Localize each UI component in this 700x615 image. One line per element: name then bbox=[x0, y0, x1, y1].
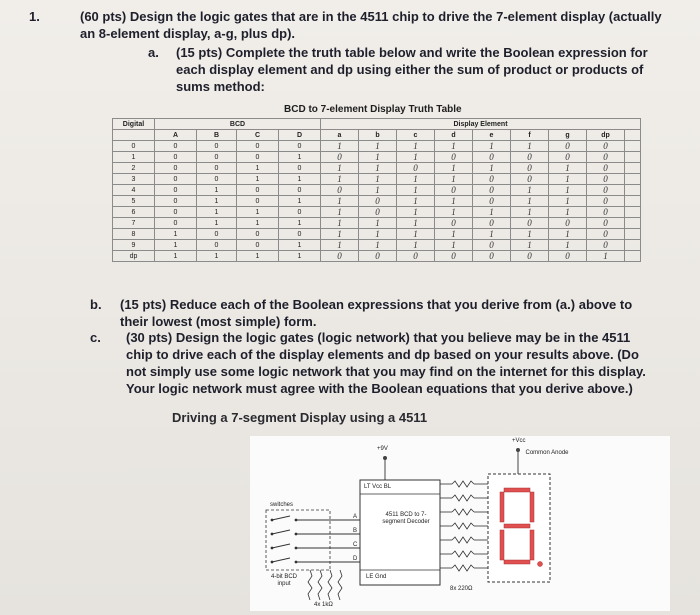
table-row bbox=[113, 229, 641, 240]
display-element-cell[interactable]: 1 bbox=[397, 229, 435, 240]
display-element-cell[interactable]: 0 bbox=[587, 152, 625, 163]
digit-cell: 4 bbox=[113, 185, 155, 196]
part-c-label: c. bbox=[90, 330, 101, 345]
display-element-cell[interactable]: 0 bbox=[473, 218, 511, 229]
display-element-cell[interactable]: 1 bbox=[397, 152, 435, 163]
display-element-cell[interactable]: 1 bbox=[511, 240, 549, 251]
bcd-cell: 1 bbox=[197, 185, 237, 196]
column-header: C bbox=[237, 130, 279, 141]
display-element-cell[interactable]: 1 bbox=[511, 229, 549, 240]
display-element-cell[interactable]: 0 bbox=[397, 251, 435, 262]
display-element-cell[interactable]: 0 bbox=[359, 196, 397, 207]
display-element-cell[interactable]: 0 bbox=[435, 218, 473, 229]
column-header: d bbox=[435, 130, 473, 141]
table-row bbox=[113, 207, 641, 218]
bcd-cell: 0 bbox=[155, 163, 197, 174]
display-element-cell bbox=[625, 207, 641, 218]
display-element-cell[interactable]: 1 bbox=[435, 240, 473, 251]
digit-cell: 7 bbox=[113, 218, 155, 229]
bcd-cell: 1 bbox=[279, 174, 321, 185]
column-header: D bbox=[279, 130, 321, 141]
table-row bbox=[113, 141, 641, 152]
display-element-group-header: Display Element bbox=[321, 119, 641, 130]
display-element-cell bbox=[625, 141, 641, 152]
display-element-cell[interactable]: 1 bbox=[435, 174, 473, 185]
bcd-cell: 0 bbox=[237, 141, 279, 152]
table-row bbox=[113, 251, 641, 262]
display-element-cell[interactable]: 1 bbox=[397, 141, 435, 152]
display-element-cell[interactable]: 0 bbox=[511, 251, 549, 262]
display-element-cell[interactable]: 1 bbox=[549, 229, 587, 240]
bcd-cell: 0 bbox=[197, 163, 237, 174]
switches-label: switches bbox=[270, 502, 294, 508]
bcd-cell: 1 bbox=[155, 240, 197, 251]
bcd-cell: 0 bbox=[237, 152, 279, 163]
pin-a-label: A bbox=[353, 514, 358, 520]
display-element-cell[interactable]: 1 bbox=[359, 218, 397, 229]
display-element-cell[interactable]: 1 bbox=[359, 163, 397, 174]
segment-resistor-label: 8x 220Ω bbox=[450, 586, 473, 592]
display-element-cell[interactable]: 1 bbox=[473, 163, 511, 174]
bcd-cell: 0 bbox=[279, 185, 321, 196]
display-element-cell[interactable]: 1 bbox=[321, 207, 359, 218]
display-element-cell[interactable]: 1 bbox=[435, 163, 473, 174]
table-row bbox=[113, 174, 641, 185]
display-element-cell[interactable]: 0 bbox=[359, 207, 397, 218]
bcd-cell: 1 bbox=[237, 251, 279, 262]
display-element-cell[interactable]: 1 bbox=[473, 229, 511, 240]
column-header: a bbox=[321, 130, 359, 141]
display-element-cell bbox=[625, 152, 641, 163]
display-element-cell bbox=[625, 185, 641, 196]
column-header-row bbox=[113, 130, 641, 141]
part-a-text: (15 pts) Complete the truth table below and write the Boolean expression for each display element and dp using either the sum of product or products of sums method: bbox=[176, 45, 648, 94]
display-element-cell[interactable]: 1 bbox=[473, 141, 511, 152]
table-row bbox=[113, 185, 641, 196]
column-header: e bbox=[473, 130, 511, 141]
display-element-cell[interactable]: 0 bbox=[473, 185, 511, 196]
bcd-cell: 0 bbox=[155, 185, 197, 196]
column-header: c bbox=[397, 130, 435, 141]
question-heading: (60 pts) Design the logic gates that are in the 4511 chip to drive the 7-element display (actually an 8-element display, a-g, plus dp). bbox=[80, 9, 662, 41]
pulldown-resistor-label: 4x 1kΩ bbox=[314, 602, 333, 608]
display-element-cell[interactable]: 0 bbox=[511, 174, 549, 185]
bcd-cell: 0 bbox=[155, 141, 197, 152]
display-element-cell[interactable]: 1 bbox=[511, 207, 549, 218]
bcd-cell: 0 bbox=[155, 152, 197, 163]
display-element-cell[interactable]: 0 bbox=[511, 218, 549, 229]
truth-table-title: BCD to 7-element Display Truth Table bbox=[284, 104, 462, 115]
bcd-cell: 1 bbox=[237, 163, 279, 174]
pin-b-label: B bbox=[353, 528, 358, 534]
truth-table-body bbox=[113, 141, 641, 262]
bcd-cell: 1 bbox=[197, 251, 237, 262]
display-element-cell bbox=[625, 196, 641, 207]
column-header: A bbox=[155, 130, 197, 141]
bcd-cell: 0 bbox=[237, 185, 279, 196]
part-b-label: b. bbox=[90, 297, 102, 312]
bcd-cell: 0 bbox=[155, 174, 197, 185]
display-element-cell[interactable]: 0 bbox=[435, 185, 473, 196]
bcd-cell: 1 bbox=[279, 152, 321, 163]
bcd-cell: 0 bbox=[279, 207, 321, 218]
display-element-cell[interactable]: 1 bbox=[359, 229, 397, 240]
display-element-cell[interactable]: 1 bbox=[511, 185, 549, 196]
display-element-cell[interactable]: 1 bbox=[359, 152, 397, 163]
bcd-cell: 0 bbox=[279, 163, 321, 174]
digit-cell: 3 bbox=[113, 174, 155, 185]
display-element-cell[interactable]: 0 bbox=[473, 152, 511, 163]
pin-d-label: D bbox=[353, 556, 358, 562]
bcd-input-label: 4-bit BCD input bbox=[270, 574, 297, 587]
bcd-group-header: BCD bbox=[155, 119, 321, 130]
ic-label: 4511 BCD to 7-segment Decoder bbox=[382, 512, 430, 525]
display-element-cell[interactable]: 0 bbox=[397, 163, 435, 174]
display-element-cell[interactable]: 1 bbox=[435, 229, 473, 240]
display-element-cell[interactable]: 0 bbox=[549, 251, 587, 262]
bcd-cell: 1 bbox=[237, 218, 279, 229]
display-element-cell bbox=[625, 174, 641, 185]
display-element-cell[interactable]: 1 bbox=[435, 207, 473, 218]
table-row bbox=[113, 163, 641, 174]
bcd-cell: 0 bbox=[197, 174, 237, 185]
display-element-cell[interactable]: 0 bbox=[549, 218, 587, 229]
bcd-cell: 0 bbox=[155, 207, 197, 218]
display-element-cell bbox=[625, 218, 641, 229]
table-row bbox=[113, 240, 641, 251]
bcd-cell: 0 bbox=[279, 229, 321, 240]
display-element-cell[interactable]: 1 bbox=[359, 174, 397, 185]
display-element-cell[interactable]: 1 bbox=[549, 207, 587, 218]
question-number: 1. bbox=[29, 9, 40, 24]
display-element-cell[interactable]: 1 bbox=[321, 196, 359, 207]
display-element-cell[interactable]: 0 bbox=[587, 174, 625, 185]
bcd-cell: 1 bbox=[197, 218, 237, 229]
display-element-cell[interactable]: 0 bbox=[435, 152, 473, 163]
table-row bbox=[113, 152, 641, 163]
display-element-cell[interactable]: 1 bbox=[359, 185, 397, 196]
display-element-cell[interactable]: 0 bbox=[473, 240, 511, 251]
display-element-cell[interactable]: 1 bbox=[321, 141, 359, 152]
bcd-cell: 0 bbox=[197, 141, 237, 152]
display-element-cell[interactable]: 1 bbox=[435, 196, 473, 207]
le-gnd-label: LE Gnd bbox=[366, 574, 387, 580]
table-row bbox=[113, 196, 641, 207]
display-element-cell bbox=[625, 251, 641, 262]
column-header bbox=[625, 130, 641, 141]
display-element-cell[interactable]: 0 bbox=[321, 251, 359, 262]
bcd-cell: 1 bbox=[237, 207, 279, 218]
display-element-cell[interactable]: 0 bbox=[549, 141, 587, 152]
digit-cell: 9 bbox=[113, 240, 155, 251]
circuit-figure-title: Driving a 7-segment Display using a 4511 bbox=[172, 410, 428, 425]
digit-cell: 8 bbox=[113, 229, 155, 240]
display-element-cell[interactable]: 1 bbox=[321, 174, 359, 185]
bcd-cell: 1 bbox=[279, 218, 321, 229]
bcd-cell: 1 bbox=[155, 229, 197, 240]
bcd-cell: 0 bbox=[237, 196, 279, 207]
display-element-cell[interactable]: 1 bbox=[321, 240, 359, 251]
display-element-cell[interactable]: 1 bbox=[321, 229, 359, 240]
pin-c-label: C bbox=[353, 542, 358, 548]
part-c-text: (30 pts) Design the logic gates (logic network) that you believe may be in the 4511 chip to drive each of the display elements and dp based on your results above. (Do not simply use some logic network that you may find on the internet for this display. Your logic network must agree with the Boolean equations that you derive above.) bbox=[126, 330, 646, 396]
digit-cell: 0 bbox=[113, 141, 155, 152]
display-element-cell[interactable]: 0 bbox=[321, 185, 359, 196]
display-element-cell[interactable]: 1 bbox=[397, 174, 435, 185]
display-element-cell[interactable]: 1 bbox=[435, 141, 473, 152]
display-element-cell[interactable]: 1 bbox=[397, 240, 435, 251]
bcd-cell: 1 bbox=[279, 251, 321, 262]
truth-table bbox=[112, 118, 641, 262]
bcd-cell: 1 bbox=[237, 174, 279, 185]
display-element-cell[interactable]: 1 bbox=[549, 185, 587, 196]
display-element-cell[interactable]: 1 bbox=[397, 207, 435, 218]
digit-cell: 5 bbox=[113, 196, 155, 207]
display-element-cell[interactable]: 0 bbox=[587, 185, 625, 196]
column-header: B bbox=[197, 130, 237, 141]
lt-vcc-bl-label: LT Vcc BL bbox=[364, 484, 392, 490]
bcd-cell: 0 bbox=[155, 218, 197, 229]
display-element-cell[interactable]: 1 bbox=[473, 207, 511, 218]
display-element-cell[interactable]: 1 bbox=[511, 141, 549, 152]
part-a-label: a. bbox=[148, 45, 159, 60]
bcd-cell: 0 bbox=[237, 240, 279, 251]
display-element-cell[interactable]: 1 bbox=[549, 174, 587, 185]
display-element-cell[interactable]: 1 bbox=[397, 196, 435, 207]
display-element-cell[interactable]: 0 bbox=[587, 163, 625, 174]
display-element-cell[interactable]: 1 bbox=[397, 218, 435, 229]
digital-group-header: Digital bbox=[113, 119, 155, 130]
display-element-cell[interactable]: 0 bbox=[587, 141, 625, 152]
display-element-cell[interactable]: 1 bbox=[397, 185, 435, 196]
supply-9v-label: +9V bbox=[377, 446, 388, 452]
display-element-cell[interactable]: 0 bbox=[435, 251, 473, 262]
display-element-cell[interactable]: 0 bbox=[511, 163, 549, 174]
display-element-cell[interactable]: 0 bbox=[473, 251, 511, 262]
display-element-cell[interactable]: 1 bbox=[359, 141, 397, 152]
digit-cell: dp bbox=[113, 251, 155, 262]
display-element-cell[interactable]: 1 bbox=[321, 163, 359, 174]
column-header: f bbox=[511, 130, 549, 141]
part-b-text: (15 pts) Reduce each of the Boolean expressions that you derive from (a.) above to their lowest (most simple) form. bbox=[120, 297, 633, 329]
bcd-cell: 1 bbox=[279, 240, 321, 251]
digit-cell: 2 bbox=[113, 163, 155, 174]
display-element-cell[interactable]: 0 bbox=[587, 218, 625, 229]
bcd-cell: 1 bbox=[197, 196, 237, 207]
bcd-cell: 0 bbox=[279, 141, 321, 152]
display-element-cell[interactable]: 0 bbox=[511, 152, 549, 163]
bcd-cell: 0 bbox=[197, 152, 237, 163]
display-element-cell[interactable]: 1 bbox=[359, 240, 397, 251]
display-element-cell[interactable]: 0 bbox=[473, 174, 511, 185]
bcd-cell: 1 bbox=[197, 207, 237, 218]
bcd-cell: 0 bbox=[197, 240, 237, 251]
display-element-cell[interactable]: 0 bbox=[359, 251, 397, 262]
display-element-cell[interactable]: 0 bbox=[549, 152, 587, 163]
display-element-cell[interactable]: 1 bbox=[549, 196, 587, 207]
display-element-cell bbox=[625, 240, 641, 251]
display-element-cell[interactable]: 1 bbox=[321, 218, 359, 229]
table-row bbox=[113, 218, 641, 229]
bcd-cell: 0 bbox=[155, 196, 197, 207]
circuit-diagram bbox=[250, 436, 670, 611]
bcd-cell: 1 bbox=[155, 251, 197, 262]
display-element-cell bbox=[625, 229, 641, 240]
display-element-cell[interactable]: 0 bbox=[587, 207, 625, 218]
display-element-cell bbox=[625, 163, 641, 174]
bcd-cell: 1 bbox=[279, 196, 321, 207]
digit-cell: 1 bbox=[113, 152, 155, 163]
vcc-label: +Vcc bbox=[512, 438, 526, 444]
digit-cell: 6 bbox=[113, 207, 155, 218]
display-element-cell[interactable]: 0 bbox=[473, 196, 511, 207]
bcd-cell: 0 bbox=[237, 229, 279, 240]
display-element-cell[interactable]: 0 bbox=[587, 196, 625, 207]
bcd-cell: 0 bbox=[197, 229, 237, 240]
display-element-cell[interactable]: 1 bbox=[587, 251, 625, 262]
common-anode-label: Common Anode bbox=[525, 450, 569, 456]
display-element-cell[interactable]: 0 bbox=[321, 152, 359, 163]
column-header: dp bbox=[587, 130, 625, 141]
display-element-cell[interactable]: 0 bbox=[587, 229, 625, 240]
display-element-cell[interactable]: 1 bbox=[549, 240, 587, 251]
circuit-drawing bbox=[250, 436, 670, 611]
column-header: g bbox=[549, 130, 587, 141]
column-header: b bbox=[359, 130, 397, 141]
display-element-cell[interactable]: 1 bbox=[549, 163, 587, 174]
display-element-cell[interactable]: 0 bbox=[587, 240, 625, 251]
column-header bbox=[113, 130, 155, 141]
display-element-cell[interactable]: 1 bbox=[511, 196, 549, 207]
